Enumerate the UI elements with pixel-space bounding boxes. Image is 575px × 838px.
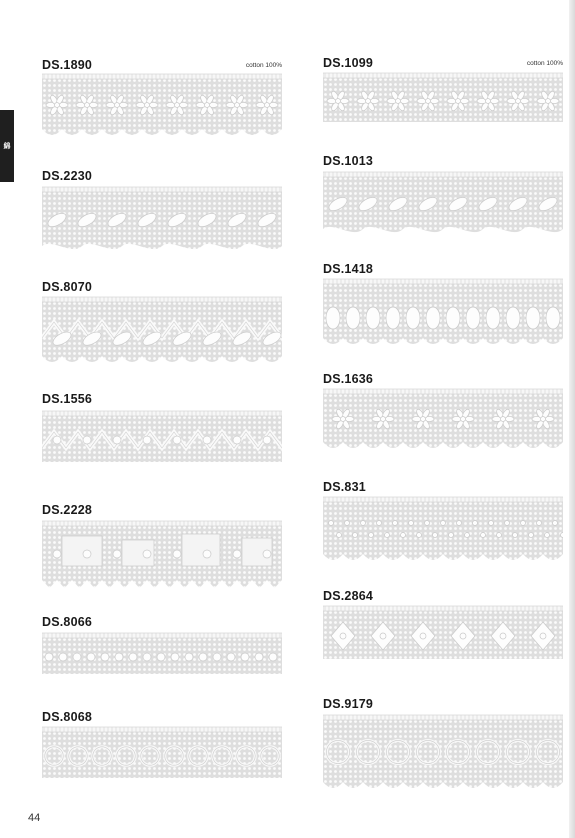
product-card	[42, 710, 282, 790]
lace-swatch	[323, 278, 563, 346]
page-number: 44	[28, 812, 41, 824]
product-card	[323, 589, 563, 669]
lace-swatch	[323, 72, 563, 130]
material-spec: cotton 100%	[526, 60, 563, 67]
product-card	[42, 169, 282, 257]
product-card	[323, 372, 563, 454]
lace-swatch	[42, 632, 282, 682]
lace-swatch	[42, 296, 282, 364]
product-card	[42, 58, 282, 140]
product-code: DS.1418	[323, 262, 374, 276]
product-code: DS.1556	[42, 392, 93, 406]
side-index-tab: 綿	[0, 110, 14, 182]
lace-swatch	[323, 388, 563, 450]
product-card	[42, 503, 282, 589]
lace-swatch	[42, 520, 282, 588]
product-card	[323, 56, 563, 132]
material-spec: cotton 100%	[245, 62, 282, 69]
lace-swatch	[323, 605, 563, 667]
product-card	[323, 262, 563, 348]
product-code: DS.1636	[323, 372, 374, 386]
product-code: DS.2864	[323, 589, 374, 603]
lace-swatch	[323, 714, 563, 790]
product-code: DS.1099	[323, 56, 374, 70]
product-card	[323, 480, 563, 566]
lace-swatch	[42, 186, 282, 254]
lace-swatch	[323, 496, 563, 562]
product-code: DS.8066	[42, 615, 93, 629]
product-code: DS.9179	[323, 697, 374, 711]
product-card	[323, 697, 563, 793]
product-code: DS.8070	[42, 280, 93, 294]
lace-swatch	[323, 171, 563, 237]
product-code: DS.831	[323, 480, 366, 494]
product-card	[323, 154, 563, 238]
product-card	[42, 615, 282, 685]
product-code: DS.2230	[42, 169, 93, 183]
lace-swatch	[42, 726, 282, 786]
product-card	[42, 280, 282, 365]
product-code: DS.2228	[42, 503, 93, 517]
product-card	[42, 392, 282, 472]
product-code: DS.1013	[323, 154, 374, 168]
lace-swatch	[42, 410, 282, 470]
product-code: DS.8068	[42, 710, 93, 724]
product-code: DS.1890	[42, 58, 93, 72]
lace-swatch	[42, 73, 282, 137]
page-edge-shadow	[569, 0, 575, 838]
